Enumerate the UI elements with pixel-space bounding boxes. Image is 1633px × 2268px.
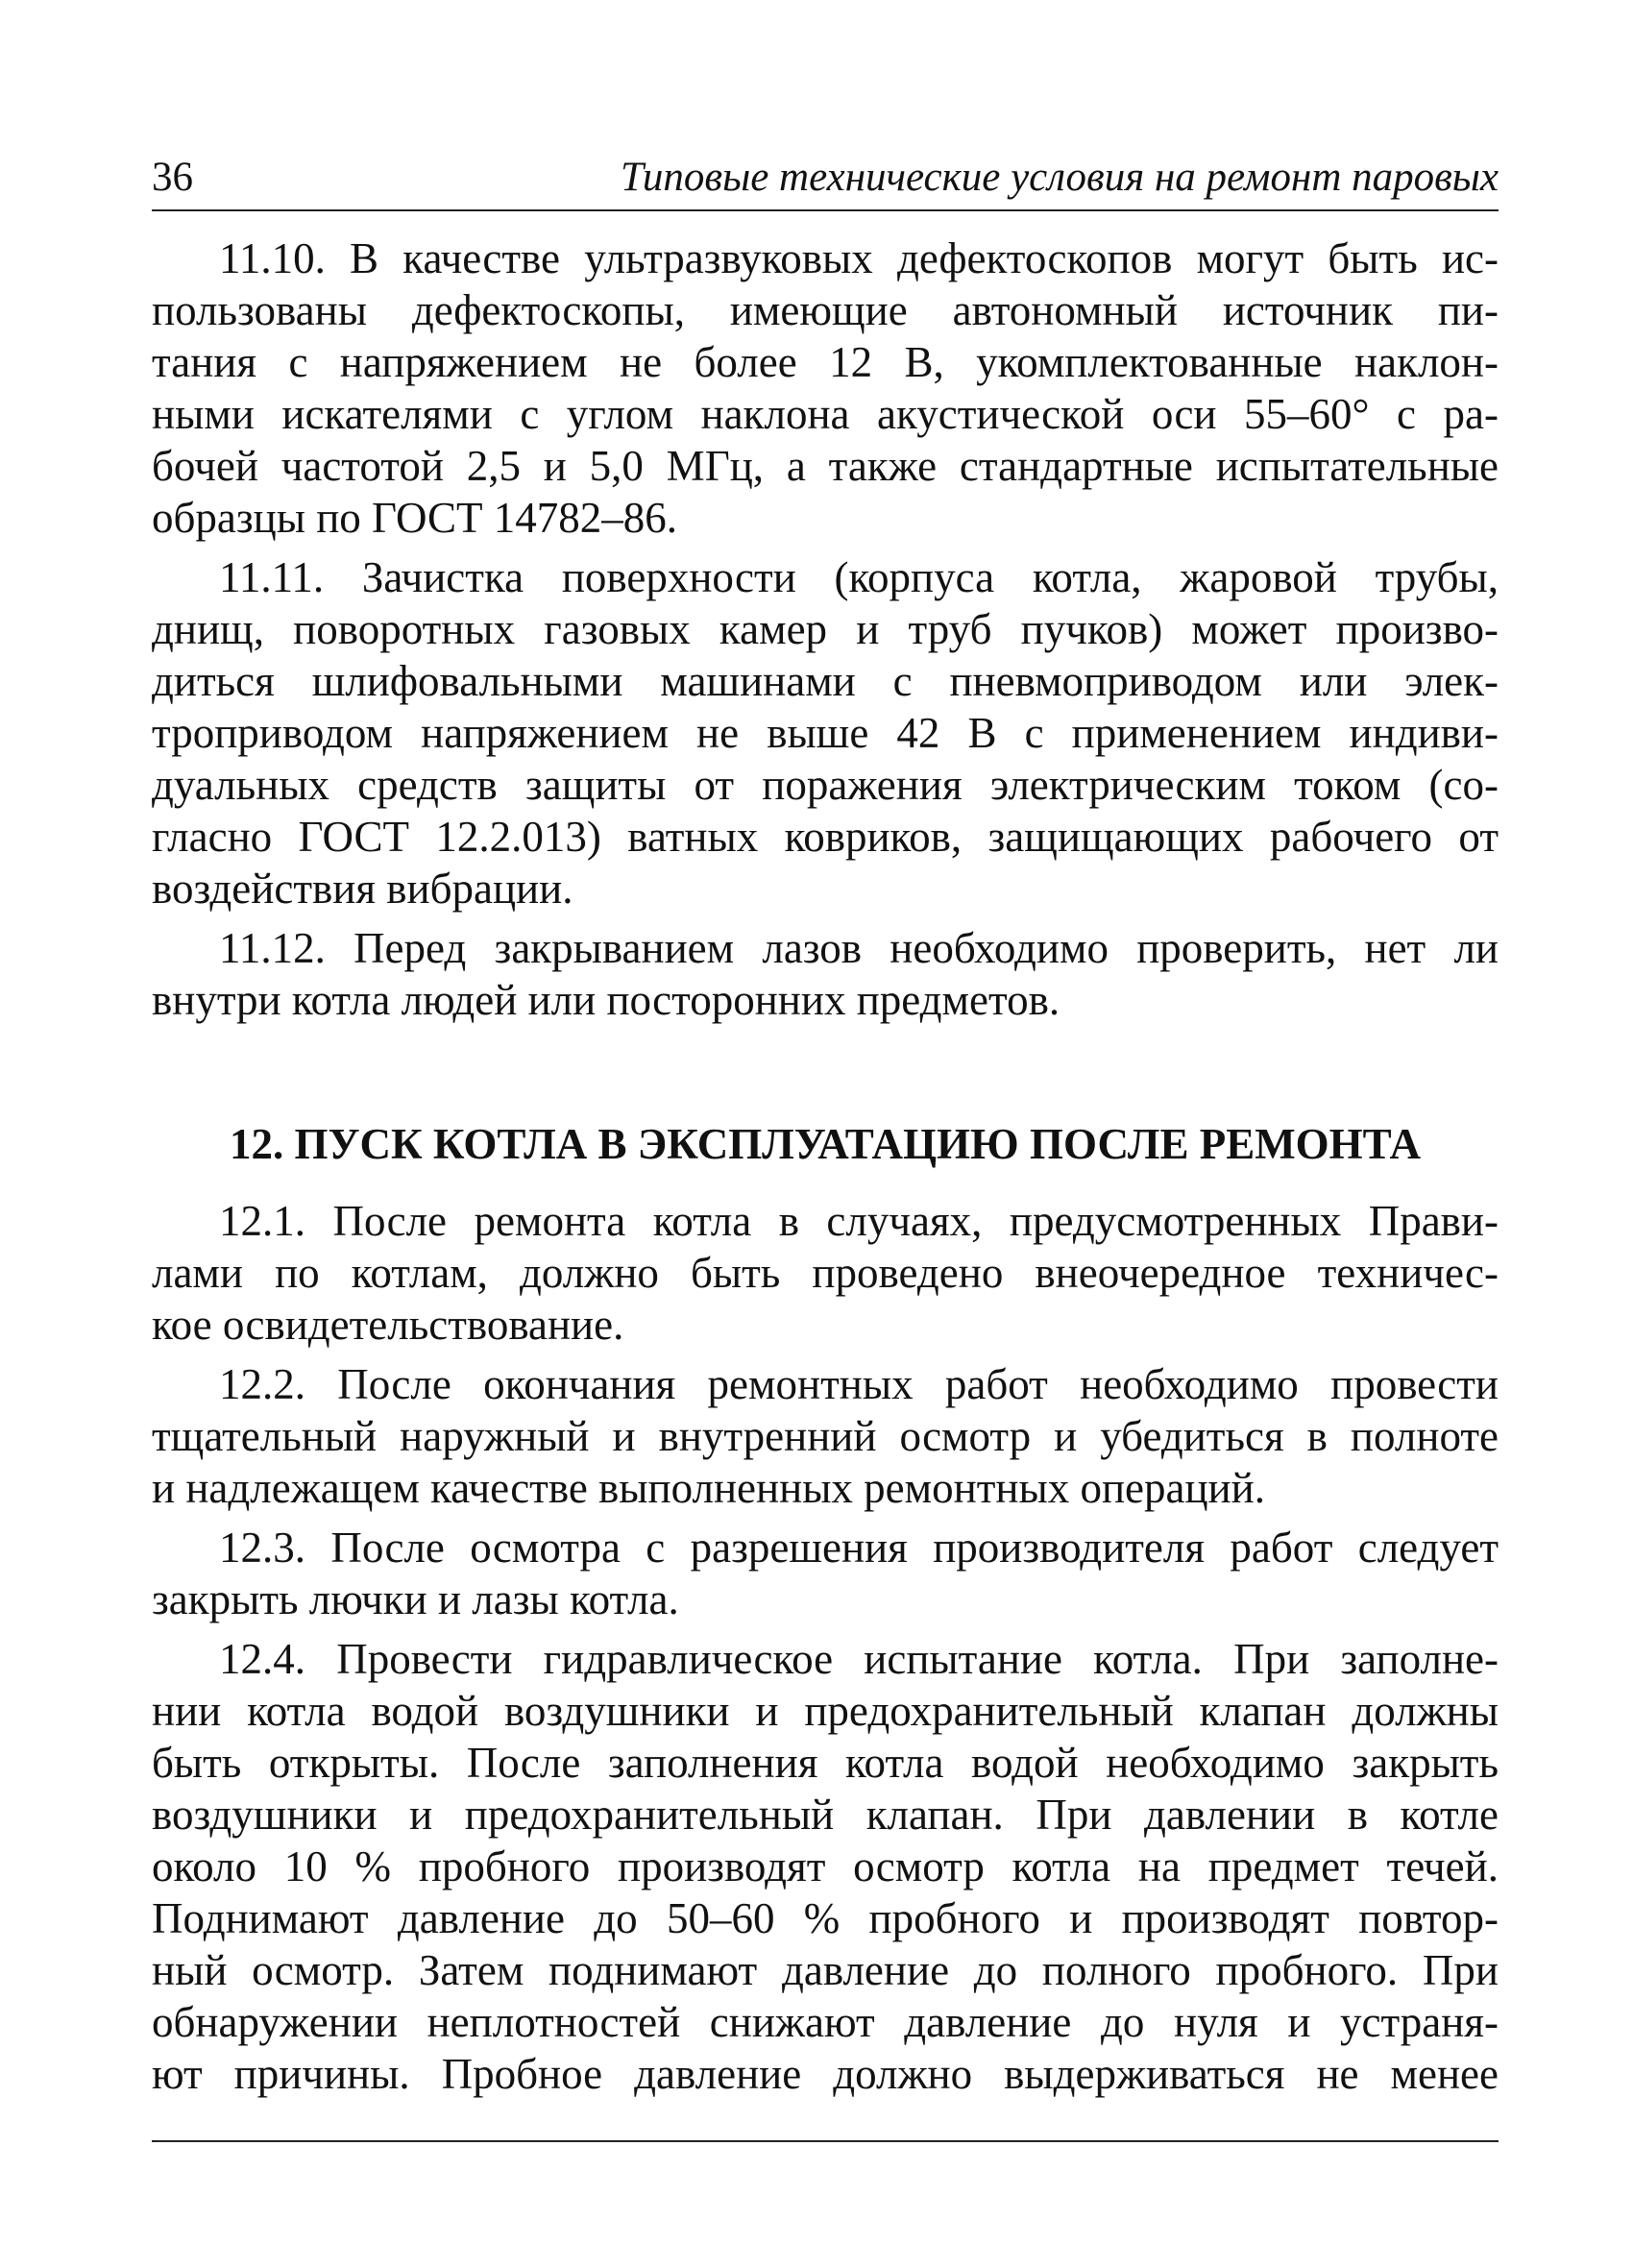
text-line: 11.11. Зачистка поверхности (корпуса котла, жаровой трубы, [219, 553, 1499, 601]
running-title: Типовые технические условия на ремонт паровых [621, 155, 1499, 200]
paragraph-11-10 [152, 232, 1499, 544]
text-line: 12.4. Провести гидравлическое испытание котла. При заполне- [219, 1635, 1499, 1683]
text-line: образцы по ГОСТ 14782–86. [152, 494, 677, 542]
paragraph-12-3 [152, 1522, 1499, 1625]
text-line: воздушники и предохранительный клапан. При давлении в котле [152, 1791, 1499, 1839]
text-line: ют причины. Пробное давление должно выдерживаться не менее [152, 2050, 1499, 2098]
text-line: лами по котлам, должно быть проведено внеочередное техничес- [152, 1249, 1499, 1297]
text-line: бочей частотой 2,5 и 5,0 МГц, а также стандартные испытательные [152, 442, 1499, 490]
text-line: ный осмотр. Затем поднимают давление до полного пробного. При [152, 1946, 1499, 1994]
text-line: Поднимают давление до 50–60 % пробного и производят повтор- [152, 1894, 1499, 1942]
paragraph-12-4 [152, 1633, 1499, 2100]
section-heading: 12. ПУСК КОТЛА В ЭКСПЛУАТАЦИЮ ПОСЛЕ РЕМОНТА [230, 1120, 1421, 1168]
text-line: днищ, поворотных газовых камер и труб пучков) может произво- [152, 605, 1499, 653]
text-line: тщательный наружный и внутренний осмотр и убедиться в полноте [152, 1412, 1499, 1460]
text-line: и надлежащем качестве выполненных ремонтных операций. [152, 1464, 1265, 1512]
text-line: диться шлифовальными машинами с пневмоприводом или элек- [152, 657, 1499, 705]
text-line: нии котла водой воздушники и предохранительный клапан должны [152, 1687, 1499, 1735]
text-line: тания с напряжением не более 12 В, укомплектованные наклон- [152, 338, 1499, 386]
paragraph-12-1 [152, 1195, 1499, 1351]
text-line: воздействия вибрации. [152, 865, 573, 913]
page-number: 36 [152, 155, 193, 200]
text-line: 12.1. После ремонта котла в случаях, предусмотренных Прави- [219, 1197, 1499, 1245]
text-line: гласно ГОСТ 12.2.013) ватных ковриков, защищающих рабочего от [152, 813, 1499, 861]
text-line: около 10 % пробного производят осмотр котла на предмет течей. [152, 1842, 1499, 1890]
text-line: 12.2. После окончания ремонтных работ необходимо провести [219, 1360, 1499, 1408]
text-line: быть открыты. После заполнения котла водой необходимо закрыть [152, 1739, 1499, 1787]
paragraph-12-2 [152, 1358, 1499, 1514]
running-head [152, 144, 1499, 211]
text-line: 11.12. Перед закрыванием лазов необходимо проверить, нет ли [219, 924, 1499, 972]
text-line: 12.3. После осмотра с разрешения производителя работ следует [219, 1524, 1499, 1572]
page [152, 144, 1499, 2100]
text-line: пользованы дефектоскопы, имеющие автономный источник пи- [152, 286, 1499, 334]
paragraph-11-11 [152, 551, 1499, 915]
text-line: 11.10. В качестве ультразвуковых дефектоскопов могут быть ис- [219, 234, 1499, 282]
paragraph-11-12 [152, 922, 1499, 1026]
text-line: внутри котла людей или посторонних предметов. [152, 976, 1060, 1024]
footer-rule [152, 2140, 1499, 2142]
text-line: ными искателями с углом наклона акустической оси 55–60° с ра- [152, 390, 1499, 438]
text-line: троприводом напряжением не выше 42 В с применением индиви- [152, 709, 1499, 757]
text-line: кое освидетельствование. [152, 1301, 624, 1349]
text-line: дуальных средств защиты от поражения электрическим током (со- [152, 761, 1499, 809]
text-line: закрыть лючки и лазы котла. [152, 1575, 679, 1623]
text-line: обнаружении неплотностей снижают давление до нуля и устраня- [152, 1998, 1499, 2046]
